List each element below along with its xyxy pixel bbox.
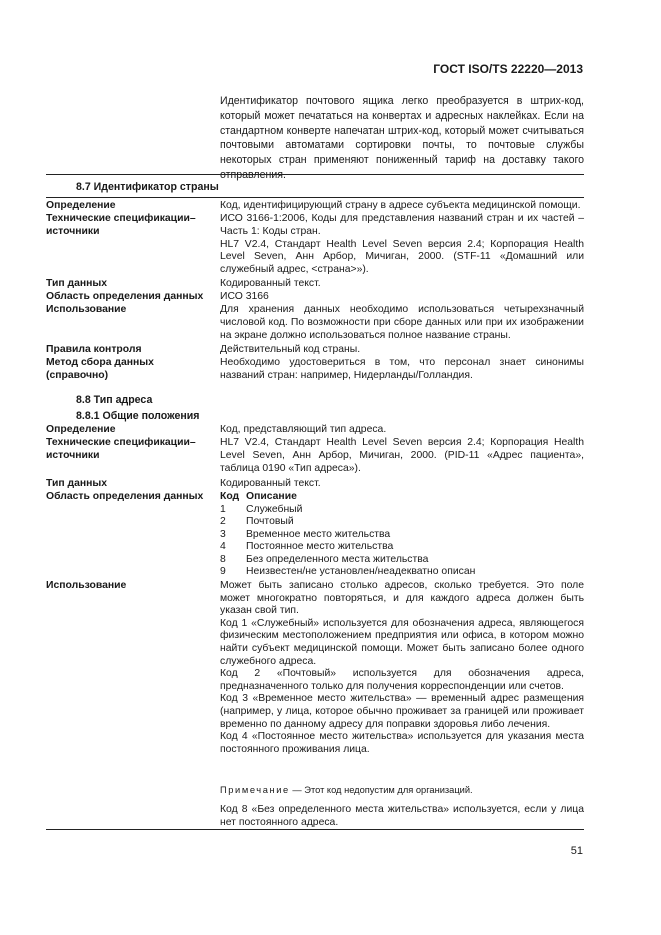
code-row [220, 529, 584, 542]
usage-p4: Код 3 «Временное место жительства» — временный адрес размещения (например, у лица, которое обычно проживает за границей или проживает временно по данному адресу для поправки здоровья либо лечения. [220, 693, 584, 730]
specs-label: Технические спецификации–источники [46, 213, 196, 237]
datatype-label: Тип данных [46, 278, 108, 289]
method-value: Необходимо удостовериться в том, что персонал знает синонимы названий стран: например, Нидерланды/Голландия. [220, 357, 584, 381]
code-value: 4 [220, 541, 226, 552]
definition-value: Код, идентифицирующий страну в адресе субъекта медицинской помощи. [220, 200, 581, 211]
code-value: 1 [220, 503, 226, 515]
code-row [220, 566, 584, 579]
section-8-8-title: 8.8 Тип адреса [76, 394, 153, 406]
usage-p3: Код 2 «Почтовый» используется для обозначения адреса, предназначенного только для получения корреспонденции или счетов. [220, 668, 584, 692]
bottom-divider [46, 829, 584, 830]
usage-value: Для хранения данных необходимо использоваться четырехзначный числовой код. По возможности при сборе данных или при их изображении на экране должно использоваться полное название страны. [220, 304, 584, 341]
code-value: 3 [220, 528, 226, 540]
section-divider [46, 197, 584, 198]
standard-header: ГОСТ ISO/TS 22220—2013 [433, 62, 583, 76]
domain-label: Область определения данных [46, 291, 204, 302]
datatype-value-2: Кодированный текст. [220, 478, 321, 489]
usage-p1: Может быть записано столько адресов, сколько требуется. Это поле может многократно повторяться, и для каждого адреса должен быть указан свой тип. [220, 580, 584, 617]
specs-iso: ИСО 3166-1:2006, Коды для представления названий стран и их частей – Часть 1: Коды стран. [220, 213, 584, 237]
domain-label-2: Область определения данных [46, 491, 204, 502]
rules-label: Правила контроля [46, 344, 142, 355]
codes-header [220, 491, 584, 504]
code-row [220, 541, 584, 554]
note-label: Примечание [220, 785, 290, 795]
codes-header-desc: Описание [246, 491, 297, 502]
specs-label-2: Технические спецификации–источники [46, 437, 196, 461]
usage-label: Использование [46, 304, 127, 315]
note-line [220, 785, 584, 795]
method-label: Метод сбора данных (справочно) [46, 357, 154, 381]
usage-p5: Код 4 «Постоянное место жительства» используется для указания места постоянного проживания лица. [220, 731, 584, 755]
page-number: 51 [570, 845, 583, 857]
rules-value: Действительный код страны. [220, 344, 361, 355]
code-row [220, 554, 584, 567]
section-8-7-title: 8.7 Идентификатор страны [76, 181, 219, 193]
specs-value-2: HL7 V2.4, Стандарт Health Level Seven версия 2.4; Корпорация Health Level Seven, Анн Арбор, Мичиган, 2000. (PID-11 «Адрес пациента», таблица 0190 «Тип адреса»). [220, 437, 584, 474]
code-description: Неизвестен/не установлен/неадекватно описан [246, 566, 476, 577]
datatype-label-2: Тип данных [46, 478, 108, 489]
code-value: 8 [220, 553, 226, 565]
specs-hl7: HL7 V2.4, Стандарт Health Level Seven версия 2.4; Корпорация Health Level Seven, Анн Арбор, Мичиган, 2000. (STF-11 «Домашний или служебный адрес, <страна>»). [220, 238, 584, 276]
code-row [220, 504, 584, 517]
section-8-8-1-title: 8.8.1 Общие положения [76, 410, 200, 422]
code-description: Без определенного места жительства [246, 553, 429, 565]
note-text: — Этот код недопустим для организаций. [289, 785, 473, 795]
usage-label-2: Использование [46, 580, 127, 591]
definition-value-2: Код, представляющий тип адреса. [220, 424, 387, 435]
code-description: Временное место жительства [246, 528, 391, 540]
definition-label: Определение [46, 200, 116, 211]
code-description: Постоянное место жительства [246, 541, 394, 552]
usage-p2: Код 1 «Служебный» используется для обозначения адреса, являющегося физическим местоположением предприятия или офиса, в котором можно найти субъект медицинской помощи. Может быть записано более одного служебного адреса. [220, 617, 584, 667]
code-row [220, 516, 584, 529]
specs-value [220, 213, 584, 277]
domain-value: ИСО 3166 [220, 291, 269, 302]
codes-header-code: Код [220, 491, 240, 502]
usage-p6: Код 8 «Без определенного места жительства» используется, если у лица нет постоянного адреса. [220, 804, 584, 829]
definition-label-2: Определение [46, 424, 116, 435]
top-divider [46, 174, 584, 175]
code-value: 9 [220, 566, 226, 577]
code-description: Почтовый [246, 516, 294, 527]
usage-value-2 [220, 580, 584, 756]
intro-paragraph: Идентификатор почтового ящика легко преобразуется в штрих-код, который может печататься на конвертах и адресных наклейках. Если на стандартном конверте напечатан штрих-код, который может считываться почтовыми автоматами сортировки почты, то почтовые службы некоторых стран применяют пониженный тариф на доставку такого отправления. [220, 95, 584, 181]
address-type-codes [220, 491, 584, 579]
code-description: Служебный [246, 503, 303, 515]
code-value: 2 [220, 516, 226, 527]
datatype-value: Кодированный текст. [220, 278, 321, 289]
